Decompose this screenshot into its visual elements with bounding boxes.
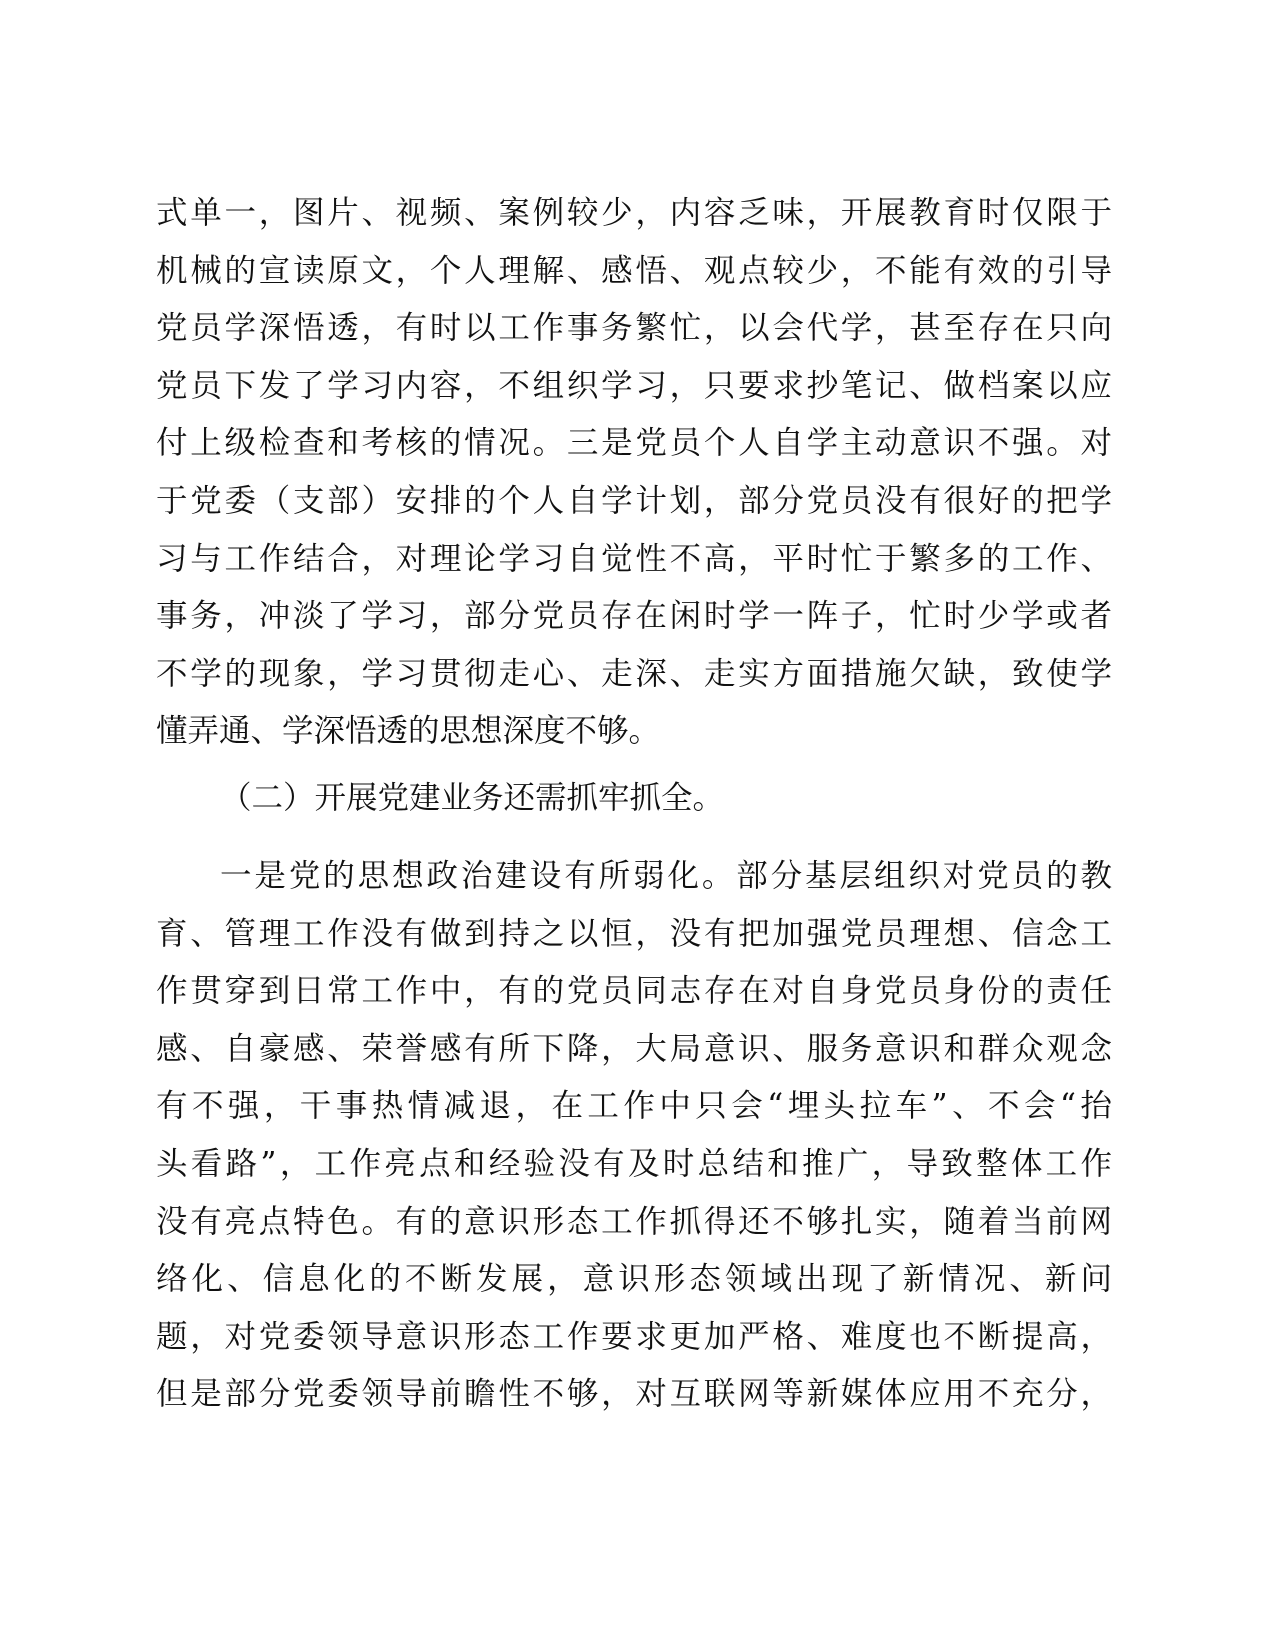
text-line: 于党委（支部）安排的个人自学计划，部分党员没有很好的把学	[156, 482, 1112, 519]
text-line: 头看路”，工作亮点和经验没有及时总结和推广，导致整体工作	[156, 1145, 1112, 1182]
section-heading-text: （二）开展党建业务还需抓牢抓全。	[220, 780, 725, 816]
text-line: 作贯穿到日常工作中，有的党员同志存在对自身党员身份的责任	[156, 973, 1112, 1010]
text-line: 懂弄通、学深悟透的思想深度不够。	[156, 713, 661, 750]
text-line: 有不强，干事热情减退，在工作中只会“埋头拉车”、不会“抬	[156, 1088, 1112, 1125]
text-line: 但是部分党委领导前瞻性不够，对互联网等新媒体应用不充分，	[156, 1376, 1112, 1413]
text-line: 不学的现象，学习贯彻走心、走深、走实方面措施欠缺，致使学	[156, 655, 1112, 692]
paragraph-continued	[156, 185, 1112, 761]
text-line: 机械的宣读原文，个人理解、感悟、观点较少，不能有效的引导	[156, 252, 1112, 289]
text-line: 络化、信息化的不断发展，意识形态领域出现了新情况、新问	[156, 1261, 1112, 1298]
text-line: 式单一，图片、视频、案例较少，内容乏味，开展教育时仅限于	[156, 195, 1112, 231]
text-line: 育、管理工作没有做到持之以恒，没有把加强党员理想、信念工	[156, 915, 1112, 952]
text-line: 没有亮点特色。有的意识形态工作抓得还不够扎实，随着当前网	[156, 1203, 1112, 1240]
paragraph	[156, 848, 1112, 1424]
text-line: 事务，冲淡了学习，部分党员存在闲时学一阵子，忙时少学或者	[156, 598, 1112, 635]
text-line: 党员下发了学习内容，不组织学习，只要求抄笔记、做档案以应	[156, 367, 1112, 404]
text-line: 付上级检查和考核的情况。三是党员个人自学主动意识不强。对	[156, 425, 1112, 462]
text-line: 习与工作结合，对理论学习自觉性不高，平时忙于繁多的工作、	[156, 540, 1112, 577]
section-heading	[156, 770, 1112, 828]
text-line: 一是党的思想政治建设有所弱化。部分基层组织对党员的教	[220, 858, 1112, 894]
text-line: 题，对党委领导意识形态工作要求更加严格、难度也不断提高，	[156, 1318, 1112, 1355]
text-line: 党员学深悟透，有时以工作事务繁忙，以会代学，甚至存在只向	[156, 310, 1112, 347]
text-line: 感、自豪感、荣誉感有所下降，大局意识、服务意识和群众观念	[156, 1030, 1112, 1067]
